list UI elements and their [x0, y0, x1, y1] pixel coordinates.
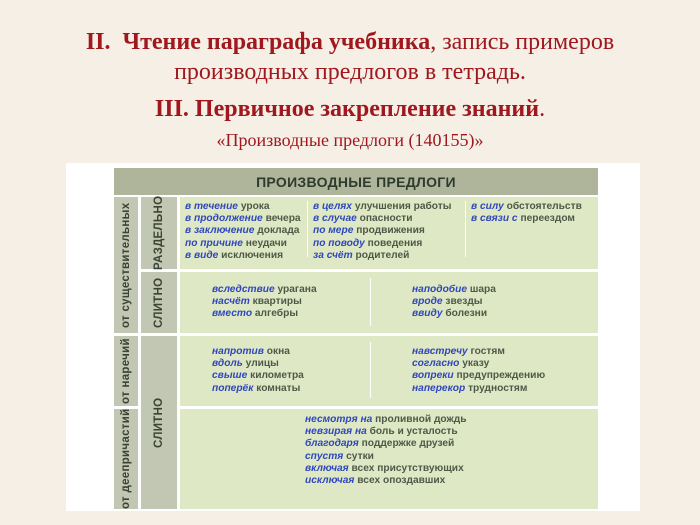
list-item: ввиду болезни: [412, 308, 488, 320]
prepositions-table: [66, 163, 640, 511]
heading-number: II.: [85, 29, 111, 55]
list-item: в целях улучшения работы: [313, 201, 452, 212]
list-item: вроде звезды: [412, 296, 483, 308]
column-divider: [465, 201, 466, 257]
list-item: вследствие урагана: [212, 284, 317, 295]
category-nouns: от существительных: [114, 197, 138, 333]
nouns-separate-cell: [180, 197, 598, 269]
list-item: в заключение доклада: [185, 225, 300, 237]
heading-second-text: III. Первичное закрепление знаний: [154, 96, 540, 122]
list-item: по мере продвижения: [313, 225, 425, 237]
list-item: в продолжение вечера: [185, 213, 301, 225]
slide-subtitle: «Производные предлоги (140155)»: [216, 130, 484, 150]
table-title: ПРОИЗВОДНЫЕ ПРЕДЛОГИ: [114, 168, 598, 195]
nouns-separate-col1: [185, 201, 301, 262]
adverbs-col1: [212, 346, 304, 395]
list-item: исключая всех опоздавших: [305, 475, 446, 487]
list-item: согласно указу: [412, 358, 490, 370]
adverbs-cell: [180, 336, 598, 406]
column-divider: [370, 278, 371, 326]
list-item: вопреки предупреждению: [412, 370, 546, 382]
heading-bold: Чтение параграфа учебника: [122, 29, 431, 55]
gerunds-cell: [180, 409, 598, 509]
column-divider: [307, 201, 308, 257]
nouns-separate-col3: [471, 201, 582, 225]
list-item: вместо алгебры: [212, 308, 299, 320]
list-item: включая всех присутствующих: [305, 462, 464, 474]
gerunds-list: [305, 414, 466, 487]
list-item: за счёт родителей: [313, 249, 410, 261]
list-item: по поводу поведения: [313, 237, 423, 249]
adverbs-col2: [412, 346, 545, 395]
list-item: наподобие шара: [412, 284, 496, 295]
list-item: невзирая на боль и усталость: [305, 426, 458, 438]
spelling-separate: РАЗДЕЛЬНО: [141, 197, 177, 269]
category-adverbs: от наречий: [114, 336, 138, 406]
spelling-joined-nouns: СЛИТНО: [141, 272, 177, 333]
list-item: в силу обстоятельств: [471, 201, 582, 212]
column-divider: [370, 342, 371, 398]
list-item: навстречу гостям: [412, 346, 505, 357]
list-item: насчёт квартиры: [212, 296, 302, 308]
list-item: спустя сутки: [305, 450, 374, 462]
list-item: поперёк комнаты: [212, 382, 301, 394]
nouns-joined-col2: [412, 284, 496, 321]
nouns-separate-col2: [313, 201, 451, 262]
category-gerunds: от деепричастий: [114, 409, 138, 509]
list-item: в связи с переездом: [471, 213, 575, 225]
list-item: по причине неудачи: [185, 237, 287, 249]
heading-line-2: производных предлогов в тетрадь.: [174, 59, 526, 85]
heading-second: [0, 94, 700, 124]
list-item: напротив окна: [212, 346, 290, 357]
nouns-joined-cell: [180, 272, 598, 333]
heading-line-1: [0, 27, 700, 57]
list-item: в виде исключения: [185, 249, 284, 261]
heading-second-dot: .: [539, 96, 546, 122]
list-item: вдоль улицы: [212, 358, 279, 370]
list-item: несмотря на проливной дождь: [305, 414, 467, 425]
list-item: в течение урока: [185, 201, 270, 212]
list-item: благодаря поддержке друзей: [305, 438, 455, 450]
list-item: в случае опасности: [313, 213, 413, 225]
nouns-joined-col1: [212, 284, 317, 321]
spelling-joined-adverbs: СЛИТНО: [141, 336, 177, 509]
list-item: наперекор трудностям: [412, 382, 528, 394]
list-item: свыше километра: [212, 370, 304, 382]
heading-rest: , запись примеров: [430, 29, 615, 55]
